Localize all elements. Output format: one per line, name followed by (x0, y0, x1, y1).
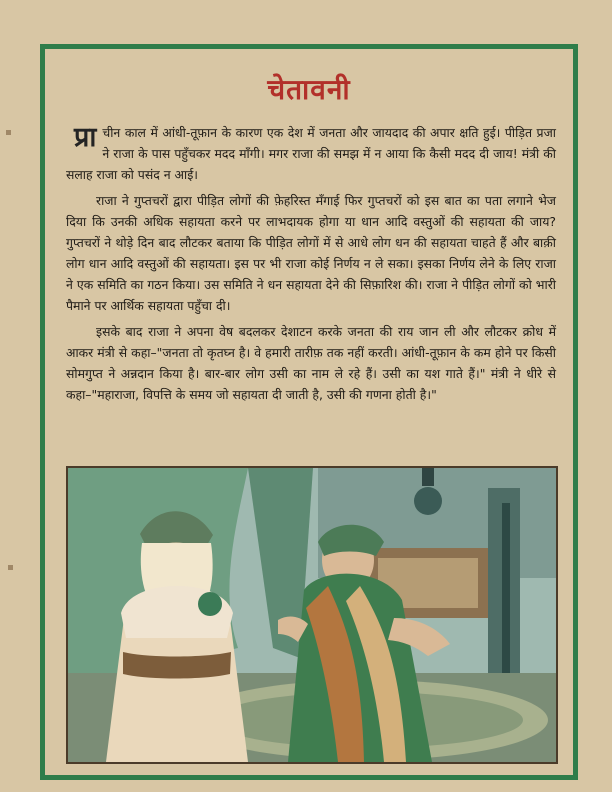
paragraph-1-text: चीन काल में आंधी-तूफ़ान के कारण एक देश में जनता और जायदाद की अपार क्षति हुई। पीड़ित प्रजा ने राजा के पास पहुँचकर मदद माँगी। मगर राजा की समझ में न आया कि कैसी मदद दी जाय! मंत्री की सलाह राजा को पसंद न आई। (66, 125, 556, 182)
king-and-minister-illustration (68, 468, 556, 762)
paper-speck (6, 130, 11, 135)
paragraph-1 (66, 122, 556, 185)
story-illustration (66, 466, 558, 764)
paragraph-3: इसके बाद राजा ने अपना वेष बदलकर देशाटन करके जनता की राय जान ली और लौटकर क्रोध में आकर मंत्री से कहा–"जनता तो कृतघ्न है। वे हमारी तारीफ़ तक नहीं करती। आंधी-तूफ़ान के कम होने पर किसी सोमगुप्त ने अन्नदान किया है। बार-बार लोग उसी का नाम ले रहे हैं। उसी का यश गाते हैं।" मंत्री ने धीरे से कहा–"महाराजा, विपत्ति के समय जो सहायता दी जाती है, उसी की गणना होती है।" (66, 324, 556, 402)
story-body (66, 122, 556, 410)
drop-cap: प्रा (74, 122, 97, 153)
story-title: चेतावनी (267, 73, 351, 106)
paragraph-2: राजा ने गुप्तचरों द्वारा पीड़ित लोगों की फ़ेहरिस्त मँगाई फिर गुप्तचरों को इस बात का पता लगाने भेज दिया कि उनकी अधिक सहायता करने पर लाभदायक होगा या धान आदि वस्तुओं की सहायता की जाय? गुप्तचरों ने थोड़े दिन बाद लौटकर बताया कि पीड़ित लोगों में से आधे लोग धन की सहायता चाहते हैं और बाक़ी लोग धान आदि वस्तुओं की सहायता। इस पर भी राजा कोई निर्णय न ले सका। इसका निर्णय लेने के लिए राजा ने एक समिति का गठन किया। उस समिति ने धन सहायता देने की सिफ़ारिश की। राजा ने पीड़ित लोगों को भारी पैमाने पर आर्थिक सहायता पहुँचा दी। (66, 193, 556, 313)
paper-speck (8, 565, 13, 570)
